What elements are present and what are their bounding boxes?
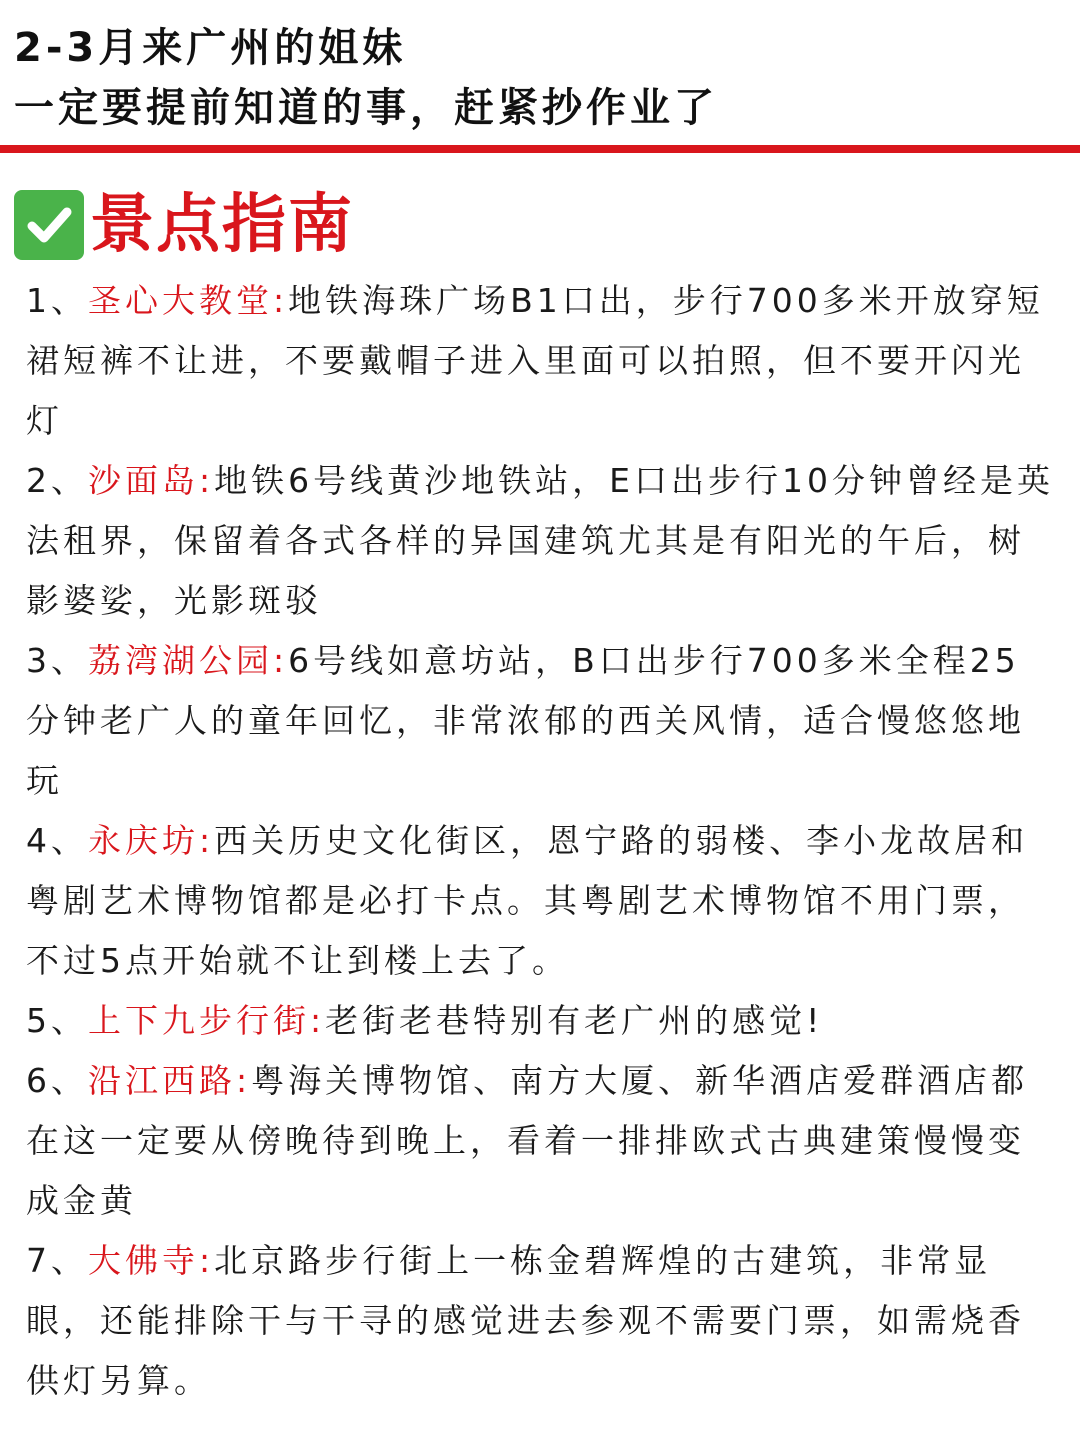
section-title: 景点指南 <box>90 188 354 262</box>
item-description: 粤海关博物馆、南方大厦、新华酒店爱群酒店都在这一定要从傍晚待到晚上，看着一排排欧式古典建策慢慢变成金黄 <box>26 1061 1029 1220</box>
item-name: 大佛寺: <box>88 1241 215 1280</box>
item-name: 沙面岛: <box>88 461 215 500</box>
item-description: 北京路步行街上一栋金碧辉煌的古建筑，非常显眼，还能排除干与干寻的感觉进去参观不需要门票，如需烧香供灯另算。 <box>26 1241 1025 1400</box>
item-description: 地铁海珠广场B1口出，步行700多米开放穿短裙短裤不让进，不要戴帽子进入里面可以拍照，但不要开闪光灯 <box>26 281 1044 440</box>
list-item <box>26 811 1056 991</box>
section-heading <box>14 185 354 265</box>
item-description: 地铁6号线黄沙地铁站，E口出步行10分钟曾经是英法租界，保留着各式各样的异国建筑尤其是有阳光的午后，树影婆娑，光影斑驳 <box>26 461 1054 620</box>
check-mark-icon <box>14 190 84 260</box>
list-item <box>26 1231 1056 1411</box>
item-number: 1、 <box>26 281 88 320</box>
red-divider <box>0 145 1080 153</box>
item-description: 西关历史文化街区，恩宁路的弱楼、李小龙故居和粤剧艺术博物馆都是必打卡点。其粤剧艺术博物馆不用门票，不过5点开始就不让到楼上去了。 <box>26 821 1029 980</box>
page-title-line-1: 2-3月来广州的姐妹 <box>14 25 407 71</box>
list-item <box>26 451 1056 631</box>
item-description: 6号线如意坊站，B口出步行700多米全程25分钟老广人的童年回忆，非常浓郁的西关风情，适合慢悠悠地玩 <box>26 641 1025 800</box>
item-number: 5、 <box>26 1001 88 1040</box>
item-number: 7、 <box>26 1241 88 1280</box>
item-name: 永庆坊: <box>88 821 215 860</box>
item-name: 圣心大教堂: <box>88 281 289 320</box>
item-name: 荔湾湖公园: <box>88 641 289 680</box>
item-name: 沿江西路: <box>88 1061 252 1100</box>
list-item <box>26 991 1056 1051</box>
attraction-list <box>26 271 1056 1411</box>
item-number: 3、 <box>26 641 88 680</box>
item-description: 老街老巷特别有老广州的感觉! <box>325 1001 824 1040</box>
item-number: 2、 <box>26 461 88 500</box>
header <box>14 18 1064 138</box>
list-item <box>26 1051 1056 1231</box>
item-number: 4、 <box>26 821 88 860</box>
list-item <box>26 631 1056 811</box>
item-name: 上下九步行街: <box>88 1001 326 1040</box>
page-title-line-2: 一定要提前知道的事，赶紧抄作业了 <box>14 85 718 131</box>
item-number: 6、 <box>26 1061 88 1100</box>
list-item <box>26 271 1056 451</box>
